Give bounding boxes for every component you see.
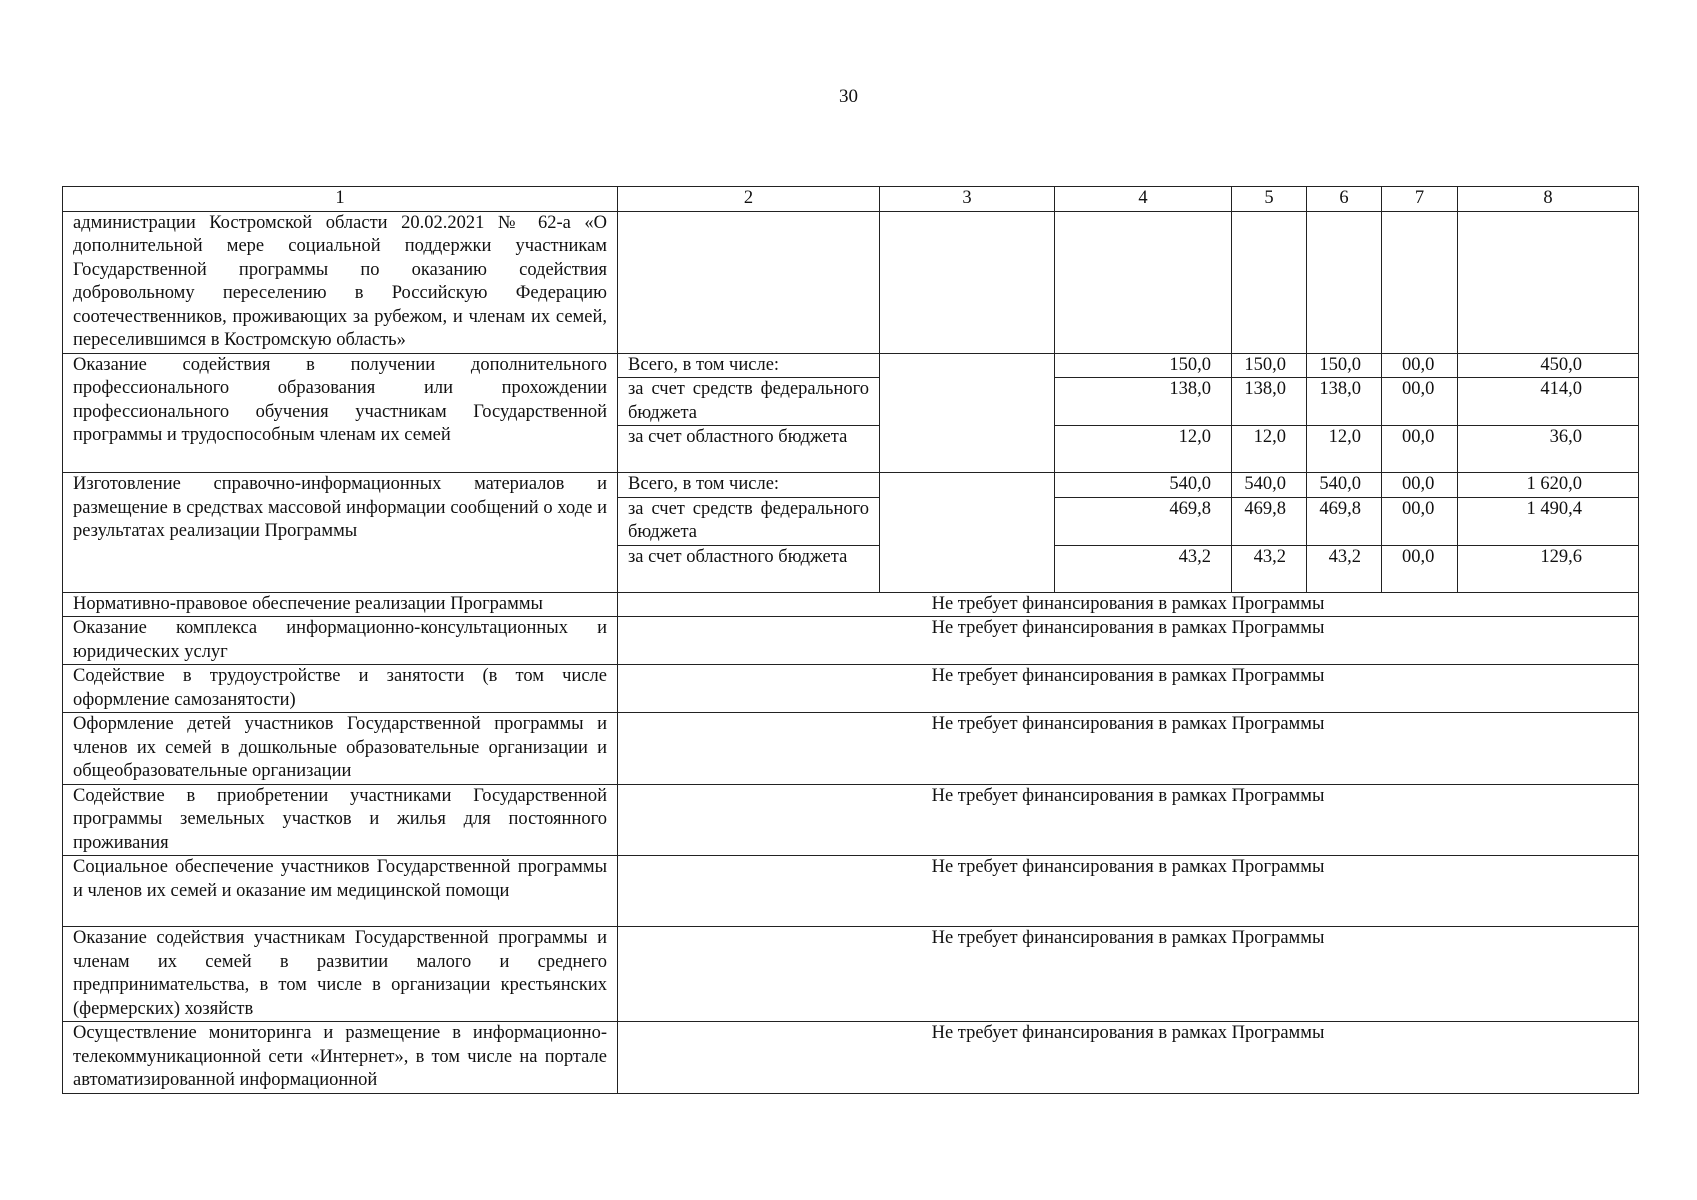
column-header-6: 6 xyxy=(1307,187,1382,212)
activity-description: Нормативно-правовое обеспечение реализации Программы xyxy=(63,592,618,617)
value-col-7: 00,0 xyxy=(1382,378,1458,426)
value-col-8: 36,0 xyxy=(1458,426,1639,473)
table-row xyxy=(63,617,1639,665)
no-funding-note: Не требует финансирования в рамках Программы xyxy=(618,713,1639,785)
table-row xyxy=(63,211,1639,353)
empty-cell xyxy=(1458,211,1639,353)
value-col-4: 469,8 xyxy=(1055,497,1232,545)
value-col-7: 00,0 xyxy=(1382,473,1458,498)
column-header-5: 5 xyxy=(1232,187,1307,212)
table-row xyxy=(63,665,1639,713)
page-number: 30 xyxy=(839,86,858,107)
activity-description: Осуществление мониторинга и размещение в информационно-телекоммуникационной сети «Интернет», в том числе на портале автоматизированной информационной xyxy=(63,1022,618,1094)
value-col-8: 414,0 xyxy=(1458,378,1639,426)
continuation-description: администрации Костромской области 20.02.2021 № 62-а «О дополнительной мере социальной поддержки участникам Государственной программы по оказанию содействия добровольному переселению в Российскую Федерацию соотечественников, проживающих за рубежом, и членам их семей, переселившимся в Костромскую область» xyxy=(63,211,618,353)
empty-cell xyxy=(1382,211,1458,353)
funding-source: за счет средств федерального бюджета xyxy=(618,378,880,426)
value-col-5: 138,0 xyxy=(1232,378,1307,426)
activity-description: Содействие в трудоустройстве и занятости (в том числе оформление самозанятости) xyxy=(63,665,618,713)
table-row xyxy=(63,473,1639,498)
funding-source: за счет средств федерального бюджета xyxy=(618,497,880,545)
activity-description: Содействие в приобретении участниками Государственной программы земельных участков и жилья для постоянного проживания xyxy=(63,784,618,856)
value-col-6: 138,0 xyxy=(1307,378,1382,426)
table-row xyxy=(63,592,1639,617)
value-col-6: 43,2 xyxy=(1307,545,1382,592)
table-row xyxy=(63,713,1639,785)
value-col-7: 00,0 xyxy=(1382,426,1458,473)
value-col-5: 540,0 xyxy=(1232,473,1307,498)
value-col-8: 1 490,4 xyxy=(1458,497,1639,545)
activity-description: Изготовление справочно-информационных материалов и размещение в средствах массовой информации сообщений о ходе и результатах реализации Программы xyxy=(63,473,618,593)
table-row xyxy=(63,353,1639,378)
column-header-1: 1 xyxy=(63,187,618,212)
empty-cell xyxy=(1232,211,1307,353)
activity-description: Оформление детей участников Государственной программы и членов их семей в дошкольные образовательные организации и общеобразовательные организации xyxy=(63,713,618,785)
empty-cell xyxy=(880,473,1055,593)
no-funding-note: Не требует финансирования в рамках Программы xyxy=(618,617,1639,665)
value-col-6: 540,0 xyxy=(1307,473,1382,498)
table-row xyxy=(63,927,1639,1022)
no-funding-note: Не требует финансирования в рамках Программы xyxy=(618,1022,1639,1094)
value-col-5: 12,0 xyxy=(1232,426,1307,473)
table-row xyxy=(63,856,1639,927)
program-funding-table xyxy=(62,186,1639,1094)
value-col-7: 00,0 xyxy=(1382,497,1458,545)
no-funding-note: Не требует финансирования в рамках Программы xyxy=(618,784,1639,856)
column-header-3: 3 xyxy=(880,187,1055,212)
value-col-7: 00,0 xyxy=(1382,545,1458,592)
empty-cell xyxy=(880,211,1055,353)
table-row xyxy=(63,784,1639,856)
value-col-4: 150,0 xyxy=(1055,353,1232,378)
value-col-7: 00,0 xyxy=(1382,353,1458,378)
funding-source: Всего, в том числе: xyxy=(618,473,880,498)
value-col-6: 469,8 xyxy=(1307,497,1382,545)
value-col-4: 138,0 xyxy=(1055,378,1232,426)
activity-description: Социальное обеспечение участников Государственной программы и членов их семей и оказание им медицинской помощи xyxy=(63,856,618,927)
value-col-6: 150,0 xyxy=(1307,353,1382,378)
value-col-4: 43,2 xyxy=(1055,545,1232,592)
column-header-7: 7 xyxy=(1382,187,1458,212)
column-header-4: 4 xyxy=(1055,187,1232,212)
table-header-row xyxy=(63,187,1639,212)
value-col-8: 129,6 xyxy=(1458,545,1639,592)
value-col-5: 43,2 xyxy=(1232,545,1307,592)
empty-cell xyxy=(1055,211,1232,353)
value-col-4: 12,0 xyxy=(1055,426,1232,473)
column-header-2: 2 xyxy=(618,187,880,212)
column-header-8: 8 xyxy=(1458,187,1639,212)
no-funding-note: Не требует финансирования в рамках Программы xyxy=(618,592,1639,617)
value-col-6: 12,0 xyxy=(1307,426,1382,473)
activity-description: Оказание содействия в получении дополнительного профессионального образования или прохождении профессионального обучения участникам Государственной программы и трудоспособным членам их семей xyxy=(63,353,618,473)
value-col-8: 450,0 xyxy=(1458,353,1639,378)
value-col-5: 150,0 xyxy=(1232,353,1307,378)
empty-cell xyxy=(618,211,880,353)
activity-description: Оказание комплекса информационно-консультационных и юридических услуг xyxy=(63,617,618,665)
table-row xyxy=(63,1022,1639,1094)
no-funding-note: Не требует финансирования в рамках Программы xyxy=(618,927,1639,1022)
funding-source: за счет областного бюджета xyxy=(618,426,880,473)
value-col-4: 540,0 xyxy=(1055,473,1232,498)
value-col-8: 1 620,0 xyxy=(1458,473,1639,498)
no-funding-note: Не требует финансирования в рамках Программы xyxy=(618,856,1639,927)
value-col-5: 469,8 xyxy=(1232,497,1307,545)
empty-cell xyxy=(1307,211,1382,353)
no-funding-note: Не требует финансирования в рамках Программы xyxy=(618,665,1639,713)
empty-cell xyxy=(880,353,1055,473)
funding-source: за счет областного бюджета xyxy=(618,545,880,592)
activity-description: Оказание содействия участникам Государственной программы и членам их семей в развитии малого и среднего предпринимательства, в том числе в организации крестьянских (фермерских) хозяйств xyxy=(63,927,618,1022)
funding-source: Всего, в том числе: xyxy=(618,353,880,378)
